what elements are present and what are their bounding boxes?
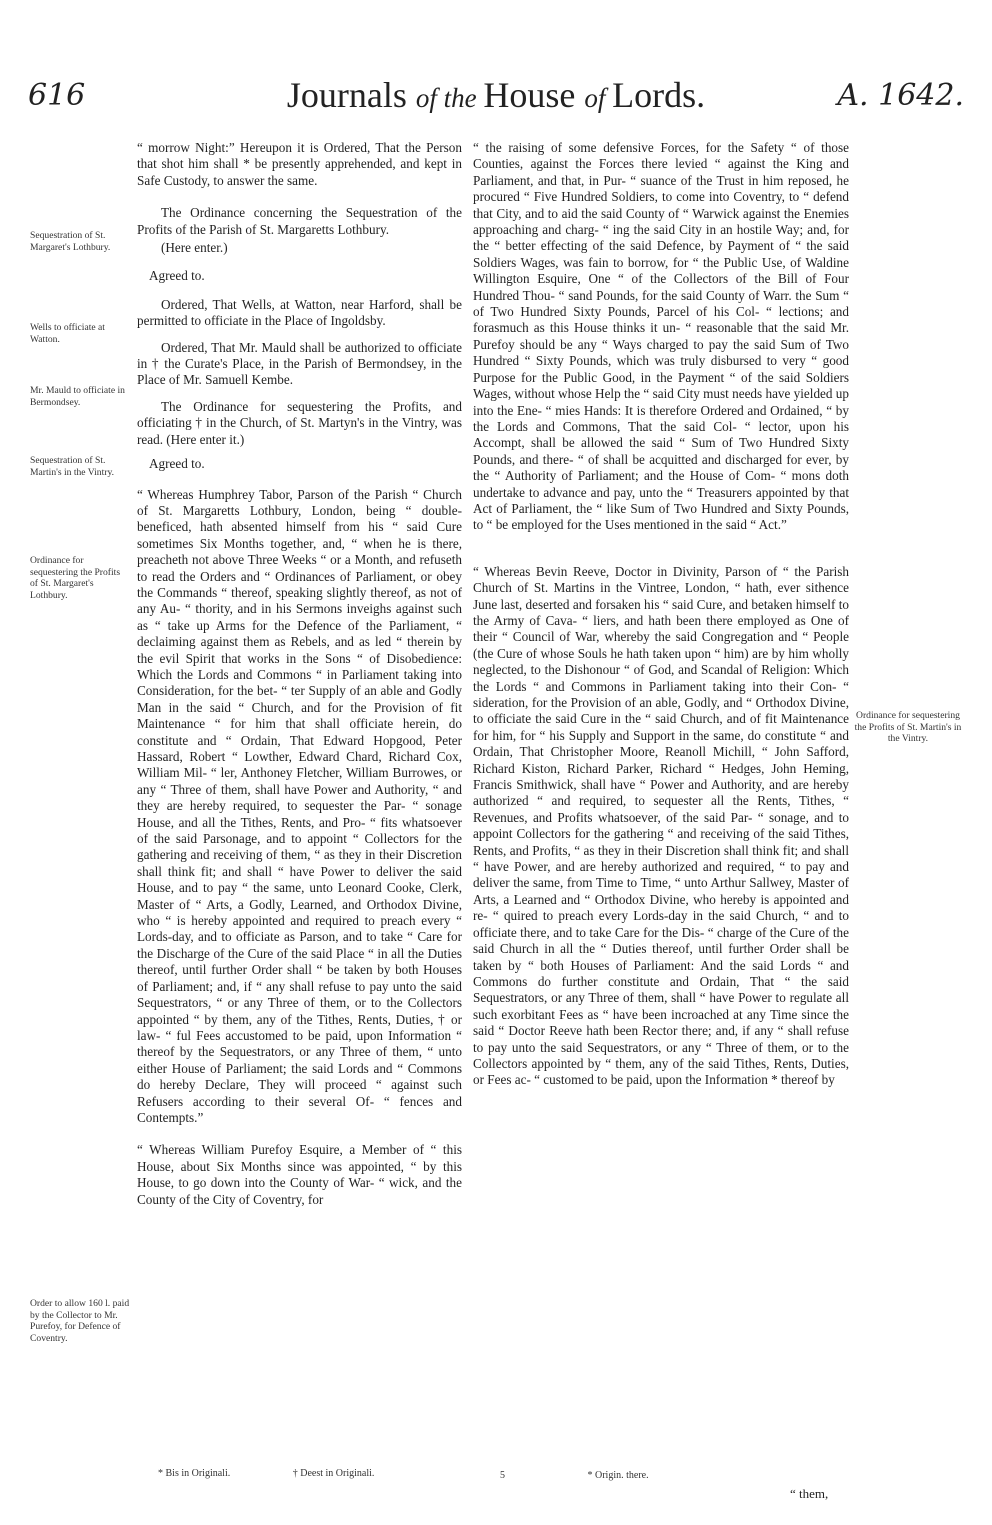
title-word-the: the — [443, 83, 484, 113]
margin-note-ordinance-martins: Ordinance for sequestering the Profits of St. Martin's in the Vintry. — [854, 710, 962, 745]
page-number: 616 — [28, 78, 86, 113]
catchword: “ them, — [790, 1486, 829, 1501]
title-word-journals: Journals — [286, 75, 416, 115]
margin-note-mauld: Mr. Mauld to officiate in Bermondsey. — [30, 385, 125, 408]
paragraph-ordinance-margarets: The Ordinance concerning the Sequestration of the Profits of the Parish of St. Margaretts Lothbury. — [137, 205, 462, 237]
margin-note-sequestration-martins: Sequestration of St. Martin's in the Vintry. — [30, 455, 115, 478]
agreed-to-2: Agreed to. — [149, 456, 205, 472]
footnote-deest: † Deest in Originali. — [292, 1468, 375, 1479]
title-word-of-2: of — [584, 83, 613, 113]
right-column — [473, 140, 849, 1099]
paragraph-custody: “ morrow Night:” Hereupon it is Ordered, That the Person that shot him shall * be presently apprehended, and kept in Safe Custody, to answer the same. — [137, 140, 462, 188]
agreed-to-1: Agreed to. — [149, 268, 205, 284]
margin-note-sequestration-margarets: Sequestration of St. Margaret's Lothbury. — [30, 230, 111, 253]
left-column — [137, 140, 462, 1218]
title-word-house: House — [483, 75, 585, 115]
paragraph-wells: Ordered, That Wells, at Watton, near Harford, shall be permitted to officiate in the Place of Ingoldsby. — [137, 296, 462, 329]
paragraph-mauld: Ordered, That Mr. Mauld shall be authorized to officiate in † the Curate's Place, in the Parish of Bermondsey, in the Place of Mr. Samuell Kembe. — [137, 339, 462, 388]
signature-mark: 5 — [500, 1470, 505, 1481]
footnote-origin: * Origin. there. — [587, 1470, 649, 1481]
running-title — [28, 74, 964, 116]
ordinance-reeve: “ Whereas Bevin Reeve, Doctor in Divinity, Parson of “ the Parish Church of St. Martins in the Vintree, London, “ hath, ever sithence June last, deserted and forsaken his “ said Cure, and betaken himself to the Army of Cava- “ liers, and hath been there employed as One of their “ Council of War, whereby the said Congregation and “ People (the Cure of whose Souls he hath taken upon “ him) are by him wholly neglected, to the Dishonour “ of God, and Scandal of Religion: Which the Lords “ and Commons in Parliament taking into their Con- “ sideration, for the Provision of an able, Godly, and “ Orthodox Divine, to officiate the said Cure in the “ said Church, and of fit Maintenance for him, for “ his Supply and Support in the same, do constitute “ and Ordain, That Christopher Moore, Reanoll Michill, “ John Safford, Richard Kiston, Richard Parker, Richard “ Hedges, John Heming, Francis Smithwick, shall have “ Power and Authority, and are hereby authorized “ and required, to sequester all the Rents, Tithes, “ Revenues, and Profits whatsoever, of the said Par- “ sonage, and to appoint Collectors for the gathering “ and receiving of the said Tithes, Rents, and Profits, “ as they in their Discretion shall think fit; and shall “ have Power, and are hereby authorized and required, “ to pay and deliver the same, from Time to Time, “ unto Arthur Sallwey, Master of Arts, a Learned and “ Orthodox Divine, who hereby is appointed and re- “ quired to preach every Lords-day in the said Church, “ and to officiate there, and to take Care for the Dis- “ charge of the Cure of the said Church in all the “ Duties thereof, until further Order shall be taken by “ both Houses of Parliament: And the said Lords “ and Commons do further constitute and Ordain, That “ the said Sequestrators, or any Three of them, shall “ have Power to regulate all such exorbitant Fees as “ have been incroached at any Time since the said “ Doctor Reeve hath been Rector there; and, if any “ shall refuse to pay unto the said Sequestrators, or any “ Three of them, or to the Collectors appointed by “ them, any of the said Tithes, Rents, Duties, or Fees ac- “ customed to be paid, upon the Information * thereof by — [473, 563, 849, 1088]
title-word-of: of — [415, 83, 444, 113]
page-header — [28, 74, 964, 124]
margin-note-wells: Wells to officiate at Watton. — [30, 322, 105, 345]
margin-note-ordinance-margarets: Ordinance for sequestering the Profits of St. Margaret's Lothbury. — [30, 555, 121, 601]
title-word-lords: Lords. — [612, 75, 706, 115]
here-enter-note: (Here enter.) — [161, 240, 228, 256]
ordinance-purefoy-continued: “ the raising of some defensive Forces, for the Safety “ of those Counties, against the Forces there levied “ against the King and Parliament, and that, in Pur- “ suance of the Trust in him reposed, he procured “ Five Hundred Soldiers, to come into Coventry, to “ defend that City, and to aid the said County of “ Warwick against the Enemies approaching and charg- “ ing the said City in an hostile Way; and, for the “ better effecting of the said Defence, by Payment of “ the said Soldiers Wages, was fain to borrow, for “ the Public Use, of Waldine Willington Esquire, One “ of the Collectors of the Bill of Four Hundred Thou- “ sand Pounds, for the said County of Warr. the Sum “ of Two Hundred Sixty Pounds, Parcel of his Col- “ lections; and forasmuch as this House thinks it un- “ reasonable that the said Mr. Purefoy should be any “ Ways charged to pay the said Sum of Two Hundred “ Sixty Pounds, which was truly disbursed to very “ good Purpose for the Public Good, in the Payment “ of the said Soldiers Wages, without whose Help the “ said City must needs have yielded up into the Ene- “ mies Hands: It is therefore Ordered and Ordained, “ by the Lords and Commons, That the said Col- “ lector, upon his Accompt, shall be allowed the said “ Sum of Two Hundred Sixty Pounds, and there- “ of shall be acquitted and discharged for ever, by the “ Authority of Parliament; and the House of Com- “ mons doth undertake to advance and pay, unto the “ Treasurers appointed by that Act of Parliament, the “ like Sum of Two Hundred and Sixty Pounds, to “ be employed for the Uses mentioned in the said “ Act.” — [473, 140, 849, 533]
page-year: A. 1642. — [837, 78, 964, 113]
footnotes-left — [158, 1468, 458, 1479]
paragraph-ordinance-martins: The Ordinance for sequestering the Profits, and officiating † in the Church, of St. Martyn's in the Vintry, was read. (Here enter it.) — [137, 398, 462, 447]
footnote-bis: * Bis in Originali. — [158, 1468, 231, 1479]
margin-note-order-allow: Order to allow 160 l. paid by the Collector to Mr. Purefoy, for Defence of Coventry. — [30, 1298, 130, 1344]
footnotes-right — [500, 1470, 850, 1481]
ordinance-purefoy-start: “ Whereas William Purefoy Esquire, a Member of “ this House, about Six Months since was appointed, “ by this House, to go down into the County of War- “ wick, and the County of the City of Coventry, for — [137, 1142, 462, 1207]
ordinance-tabor: “ Whereas Humphrey Tabor, Parson of the Parish “ Church of St. Margaretts Lothbury, London, being “ double-beneficed, hath absented himself from his “ said Cure sometimes Six Months together, and, “ when he is there, preacheth not above Three Weeks “ or a Month, and refuseth to read the Orders and “ Ordinances of Parliament, or obey the Commands “ thereof, speaking slightly thereof, as not of any Au- “ thority, and in his Sermons inveighs against such as “ take up Arms for the Defence of the Parliament, “ declaiming against them as Rebels, and as led “ therein by the evil Spirit that works in the Sons “ of Disobedience: Which the Lords and Commons “ in Parliament taking into Consideration, for the bet- “ ter Supply of an able and Godly Man in the said “ Church, and for the Provision of fit Maintenance “ for him that shall officiate herein, do constitute and “ Ordain, That Edward Hopgood, Peter Hassard, Robert “ Lowther, Edward Chard, Richard Cox, William Mil- “ ler, Anthoney Fletcher, William Burrowes, or any “ Three of them, shall have Power and Authority, “ and they are hereby required, to sequester the Par- “ sonage House, and all the Tithes, Rents, and Pro- “ fits whatsoever of the said Parsonage, and to appoint “ Collectors for the gathering and receiving of them, “ as they in their Discretion shall think fit; and shall “ have Power to deliver the said House, and to pay “ the same, unto Leonard Cooke, Clerk, Master of “ Arts, a Godly, Learned, and Orthodox Divine, who “ is hereby appointed and required to preach every “ Lords-day, and to officiate as Parson, and to take “ Care for the Discharge of the Cure of the said Place “ in all the Duties thereof, until further Order shall “ be taken by both Houses of Parliament; and, if “ any shall refuse to pay unto the said Sequestrators, “ or any Three of them, or to the Collectors appointed “ by them, any of the Tithes, Rents, Duties, † or law- “ ful Fees accustomed to be paid, upon Information “ thereof by the Sequestrators, or any Three of them, “ unto either House of Parliament; the said Lords and “ Commons do hereby Declare, They will proceed “ against such Refusers according to their several Of- “ fences and Contempts.” — [137, 486, 462, 1125]
